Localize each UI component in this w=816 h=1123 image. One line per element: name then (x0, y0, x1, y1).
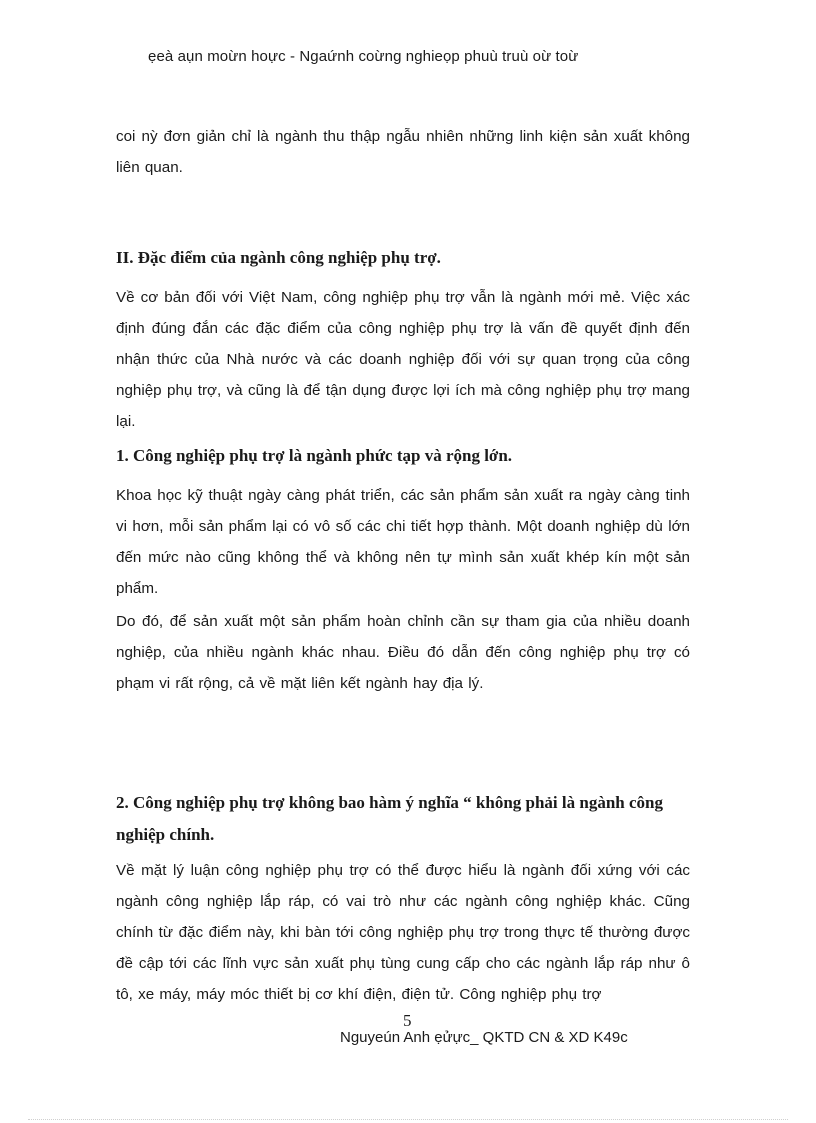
subheading-2: 2. Công nghiệp phụ trợ không bao hàm ý nghĩa “ không phải là ngành công nghiệp chính. (116, 793, 663, 844)
paragraph-theory: Về mặt lý luận công nghiệp phụ trợ có thể được hiểu là ngành đối xứng với các ngành công nghiệp lắp ráp, có vai trò như các ngành công nghiệp khác. Cũng chính từ đặc điểm này, khi bàn tới công nghiệp phụ trợ trong thực tế thường được đề cập tới các lĩnh vực sản xuất phụ tùng cung cấp cho các ngành lắp ráp như ô tô, xe máy, máy móc thiết bị cơ khí điện, điện tử. Công nghiệp phụ trợ (116, 862, 690, 1003)
paragraph-continuation: coi nỳ đơn giản chỉ là ngành thu thập ngẫu nhiên những linh kiện sản xuất không liên quan. (116, 128, 690, 176)
running-header: ẹeà aụn moừn hoực - Ngaứnh coừng nghieọp phuù truù oừ toừ (148, 48, 579, 65)
page-number: 5 (403, 1011, 412, 1030)
page-bottom-divider (28, 1119, 788, 1120)
subheading-1: 1. Công nghiệp phụ trợ là ngành phức tạp và rộng lớn. (116, 446, 513, 465)
paragraph-scope: Do đó, để sản xuất một sản phẩm hoàn chỉnh cần sự tham gia của nhiều doanh nghiệp, của nhiều ngành khác nhau. Điều đó dẫn đến công nghiệp phụ trợ có phạm vi rất rộng, cả về mặt liên kết ngành hay địa lý. (116, 613, 690, 692)
paragraph-intro: Về cơ bản đối với Việt Nam, công nghiệp phụ trợ vẫn là ngành mới mẻ. Việc xác định đúng đắn các đặc điểm của công nghiệp phụ trợ là vấn đề quyết định đến nhận thức của Nhà nước và các doanh nghiệp đối với sự quan trọng của công nghiệp phụ trợ, và cũng là để tận dụng được lợi ích mà công nghiệp phụ trợ mang lại. (116, 289, 690, 430)
paragraph-complexity: Khoa học kỹ thuật ngày càng phát triển, các sản phẩm sản xuất ra ngày càng tinh vi hơn, mỗi sản phẩm lại có vô số các chi tiết hợp thành. Một doanh nghiệp dù lớn đến mức nào cũng không thể và không nên tự mình sản xuất khép kín một sản phẩm. (116, 487, 690, 597)
running-footer: Nguyeún Anh ẹửực_ QKTD CN & XD K49c (340, 1029, 628, 1046)
section-heading-ii: II. Đặc điểm của ngành công nghiệp phụ trợ. (116, 248, 441, 267)
